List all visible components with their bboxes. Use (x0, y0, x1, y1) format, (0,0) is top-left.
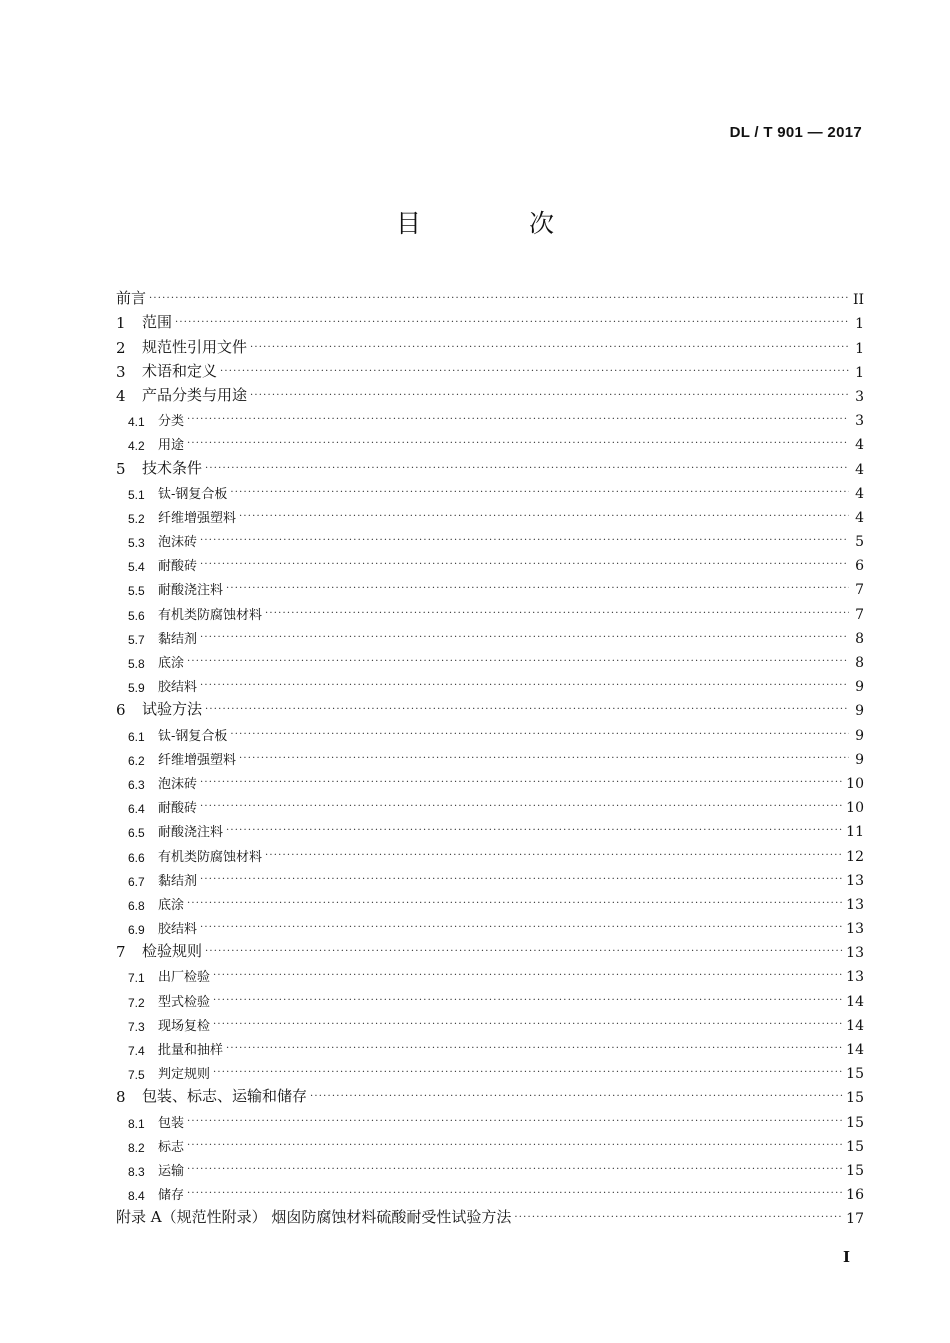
toc-entry[interactable] (116, 695, 864, 719)
toc-entry-label: 有机类防腐蚀材料 (158, 849, 263, 865)
toc-entry-label: 判定规则 (158, 1067, 211, 1083)
toc-entry-label: 前言 (116, 289, 147, 308)
dot-leader (265, 850, 843, 861)
toc-entry-label: 纤维增强塑料 (158, 510, 237, 526)
toc-entry[interactable] (116, 840, 864, 864)
toc-entry-label: 标志 (158, 1139, 185, 1155)
toc-entry-page: 13 (846, 969, 864, 986)
toc-entry[interactable] (116, 357, 864, 381)
toc-entry-label: 泡沫砖 (158, 776, 198, 792)
toc-entry-label: 底涂 (158, 897, 185, 913)
toc-entry-label: 底涂 (158, 656, 185, 671)
toc-entry[interactable] (116, 453, 864, 477)
toc-entry-number: 6.5 (128, 826, 145, 841)
toc-entry-number: 6.1 (128, 729, 145, 744)
toc-entry-page: 14 (846, 1042, 864, 1058)
toc-entry[interactable] (116, 502, 864, 526)
toc-entry-page: 15 (846, 1066, 864, 1083)
toc-entry[interactable] (116, 308, 864, 332)
toc-entry-number: 5.6 (128, 608, 145, 623)
toc-entry-label: 包装 (158, 1115, 185, 1131)
toc-entry[interactable] (116, 1082, 864, 1106)
toc-entry-page: 15 (846, 1138, 864, 1155)
toc-entry-page: 13 (846, 872, 864, 889)
toc-entry[interactable] (116, 598, 864, 622)
toc-entry[interactable] (116, 937, 864, 961)
dot-leader (187, 898, 843, 909)
dot-leader (187, 414, 849, 425)
toc-entry-label: 耐酸浇注料 (158, 825, 224, 841)
toc-entry-label: 泡沫砖 (158, 535, 198, 551)
toc-entry-label: 型式检验 (158, 994, 211, 1010)
toc-entry-page: 10 (846, 775, 864, 792)
toc-entry-page: 1 (855, 316, 864, 333)
toc-entry-label: 产品分类与用途 (142, 385, 248, 404)
toc-entry-page: 10 (846, 800, 864, 817)
toc-entry[interactable] (116, 792, 864, 816)
toc-entry-page: 14 (846, 1017, 864, 1034)
toc-entry[interactable] (116, 284, 864, 308)
toc-entry-label: 术语和定义 (142, 361, 218, 380)
toc-entry[interactable] (116, 1203, 864, 1227)
toc-entry[interactable] (116, 381, 864, 405)
toc-entry[interactable] (116, 719, 864, 743)
dot-leader (205, 463, 849, 474)
dot-leader (220, 366, 849, 377)
toc-entry-page: 13 (846, 945, 864, 962)
table-of-contents (116, 284, 864, 1227)
toc-entry-label: 现场复检 (158, 1018, 211, 1034)
toc-entry[interactable] (116, 889, 864, 913)
toc-entry-number: 6.4 (128, 802, 145, 817)
toc-entry[interactable] (116, 985, 864, 1009)
toc-entry-number: 4 (116, 386, 126, 405)
toc-entry-label: 出厂检验 (158, 970, 211, 986)
toc-entry[interactable] (116, 1155, 864, 1179)
dot-leader (200, 632, 849, 643)
toc-entry-number: 8.3 (128, 1164, 145, 1179)
toc-entry-number: 6.8 (128, 898, 145, 913)
toc-entry-page: 15 (846, 1162, 864, 1179)
toc-entry[interactable] (116, 623, 864, 647)
toc-entry-page: 7 (855, 582, 864, 599)
toc-entry-label: 附录 A（规范性附录） 烟囱防腐蚀材料硫酸耐受性试验方法 (116, 1208, 512, 1227)
toc-entry[interactable] (116, 478, 864, 502)
dot-leader (213, 995, 843, 1006)
toc-entry[interactable] (116, 671, 864, 695)
toc-entry-number: 2 (116, 338, 126, 357)
toc-entry-label: 运输 (158, 1163, 185, 1179)
toc-entry-label: 耐酸浇注料 (158, 583, 224, 599)
dot-leader (187, 438, 849, 449)
toc-entry-number: 8.1 (128, 1116, 145, 1131)
toc-entry-page: II (852, 292, 864, 309)
dot-leader (187, 1116, 843, 1127)
dot-leader (205, 946, 843, 957)
toc-entry-page: 7 (855, 606, 864, 623)
toc-entry-page: 8 (855, 630, 864, 647)
dot-leader (213, 1019, 843, 1030)
dot-leader (230, 729, 849, 740)
toc-entry-label: 胶结料 (158, 680, 198, 696)
toc-entry-number: 5.1 (128, 487, 145, 502)
toc-entry[interactable] (116, 574, 864, 598)
toc-entry[interactable] (116, 1106, 864, 1130)
toc-entry-label: 规范性引用文件 (142, 337, 248, 356)
toc-entry-number: 7.3 (128, 1019, 145, 1034)
toc-entry-number: 5.9 (128, 681, 145, 696)
toc-entry[interactable] (116, 865, 864, 889)
toc-entry-number: 5.4 (128, 560, 145, 575)
dot-leader (213, 1067, 843, 1078)
toc-entry-page: 3 (855, 388, 864, 405)
dot-leader (187, 1164, 843, 1175)
dot-leader (200, 680, 849, 691)
toc-entry-page: 9 (855, 703, 864, 720)
toc-entry-number: 8.4 (128, 1189, 145, 1204)
toc-entry-number: 3 (116, 362, 126, 381)
toc-entry-page: 6 (855, 558, 864, 575)
dot-leader (310, 1091, 843, 1102)
toc-entry-page: 1 (855, 364, 864, 381)
toc-entry-page: 4 (855, 437, 864, 454)
toc-entry-number: 1 (116, 314, 126, 333)
dot-leader (200, 559, 849, 570)
toc-entry-number: 5.5 (128, 584, 145, 599)
toc-entry-page: 4 (855, 485, 864, 502)
toc-entry[interactable] (116, 526, 864, 550)
toc-entry-page: 5 (855, 534, 864, 551)
dot-leader (187, 1140, 843, 1151)
page-number: I (842, 1248, 850, 1266)
dot-leader (200, 535, 849, 546)
dot-leader (187, 656, 849, 667)
dot-leader (250, 342, 849, 353)
toc-entry-number: 6.2 (128, 753, 145, 768)
toc-entry-page: 9 (855, 679, 864, 696)
toc-entry-page: 14 (846, 993, 864, 1010)
dot-leader (213, 970, 843, 981)
page-title: 目 次 (396, 209, 604, 238)
toc-entry-label: 胶结料 (158, 922, 198, 938)
toc-entry-label: 黏结剂 (158, 631, 198, 647)
toc-entry-number: 5 (116, 459, 126, 478)
toc-entry-number: 8 (116, 1088, 126, 1107)
toc-entry-label: 有机类防腐蚀材料 (158, 607, 263, 623)
toc-entry[interactable] (116, 1131, 864, 1155)
toc-entry-page: 13 (846, 921, 864, 938)
toc-entry-number: 4.2 (128, 439, 145, 454)
toc-entry-number: 6.9 (128, 923, 145, 938)
dot-leader (200, 874, 843, 885)
toc-entry-label: 黏结剂 (158, 873, 198, 889)
toc-entry[interactable] (116, 1179, 864, 1203)
toc-entry-number: 4.1 (128, 415, 145, 430)
dot-leader (250, 390, 849, 401)
toc-entry-label: 技术条件 (142, 458, 203, 477)
toc-entry-label: 储存 (158, 1188, 185, 1204)
dot-leader (226, 583, 849, 594)
dot-leader (226, 1043, 843, 1054)
toc-entry[interactable] (116, 1034, 864, 1058)
document-code: DL / T 901 — 2017 (729, 124, 862, 141)
toc-entry-label: 用途 (158, 438, 185, 454)
toc-entry[interactable] (116, 332, 864, 356)
toc-entry[interactable] (116, 1058, 864, 1082)
toc-entry-label: 耐酸砖 (158, 559, 198, 575)
toc-entry-number: 8.2 (128, 1140, 145, 1155)
toc-entry[interactable] (116, 405, 864, 429)
toc-entry-label: 范围 (142, 313, 173, 332)
dot-leader (239, 511, 849, 522)
toc-entry[interactable] (116, 1010, 864, 1034)
toc-entry-number: 7 (116, 943, 126, 962)
dot-leader (187, 1188, 843, 1199)
toc-entry-page: 4 (855, 461, 864, 478)
toc-entry-label: 试验方法 (142, 700, 203, 719)
dot-leader (265, 608, 849, 619)
toc-entry[interactable] (116, 429, 864, 453)
toc-entry-label: 钛-钢复合板 (158, 486, 228, 502)
toc-entry-label: 分类 (158, 414, 185, 430)
toc-entry-page: 15 (846, 1114, 864, 1131)
dot-leader (239, 753, 849, 764)
dot-leader (514, 1212, 843, 1223)
toc-entry[interactable] (116, 961, 864, 985)
toc-entry[interactable] (116, 550, 864, 574)
toc-entry-page: 11 (846, 824, 864, 841)
toc-entry-label: 纤维增强塑料 (158, 752, 237, 768)
dot-leader (175, 317, 849, 328)
dot-leader (226, 825, 843, 836)
toc-entry-number: 7.5 (128, 1068, 145, 1083)
toc-entry-number: 5.7 (128, 632, 145, 647)
toc-entry-number: 5.3 (128, 536, 145, 551)
toc-entry-label: 包装、标志、运输和储存 (142, 1087, 308, 1106)
toc-entry-number: 6.7 (128, 874, 145, 889)
toc-entry-number: 6.3 (128, 777, 145, 792)
toc-entry-label: 耐酸砖 (158, 801, 198, 817)
dot-leader (205, 704, 849, 715)
toc-entry-label: 钛-钢复合板 (158, 728, 228, 744)
toc-entry-page: 4 (855, 509, 864, 526)
dot-leader (200, 777, 843, 788)
toc-entry[interactable] (116, 647, 864, 671)
toc-entry-page: 15 (846, 1090, 864, 1107)
toc-entry-label: 检验规则 (142, 942, 203, 961)
toc-entry-number: 7.4 (128, 1044, 145, 1058)
toc-entry-page: 8 (855, 655, 864, 671)
toc-entry[interactable] (116, 913, 864, 937)
toc-entry-number: 6 (116, 701, 126, 720)
toc-entry-page: 16 (846, 1187, 864, 1204)
toc-entry-page: 13 (846, 896, 864, 913)
toc-entry-number: 5.8 (128, 657, 145, 671)
dot-leader (230, 487, 849, 498)
toc-entry-label: 批量和抽样 (158, 1043, 224, 1058)
toc-entry-page: 9 (855, 751, 864, 768)
toc-entry-number: 7.1 (128, 971, 145, 986)
toc-entry-page: 1 (855, 340, 864, 357)
dot-leader (149, 293, 849, 304)
toc-entry[interactable] (116, 768, 864, 792)
dot-leader (200, 922, 843, 933)
toc-entry[interactable] (116, 816, 864, 840)
toc-entry-number: 7.2 (128, 995, 145, 1010)
toc-entry-number: 5.2 (128, 511, 145, 526)
toc-entry-page: 3 (855, 413, 864, 430)
dot-leader (200, 801, 843, 812)
toc-entry-page: 12 (846, 848, 864, 865)
toc-entry[interactable] (116, 744, 864, 768)
toc-entry-number: 6.6 (128, 850, 145, 865)
toc-entry-page: 9 (855, 727, 864, 744)
toc-entry-page: 17 (846, 1211, 864, 1228)
